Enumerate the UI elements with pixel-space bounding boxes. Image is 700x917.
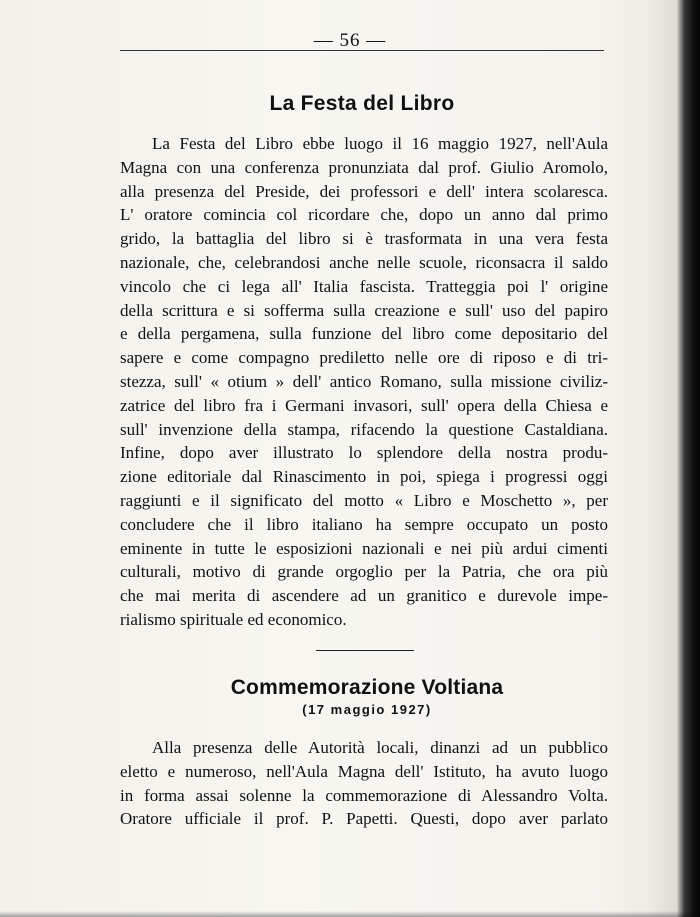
- text-line: stezza, sull' « otium » dell' antico Romano, sulla missione civiliz-: [120, 371, 608, 391]
- text-line: L' oratore comincia col ricordare che, dopo un anno dal primo: [120, 205, 608, 225]
- text-line: Infine, dopo aver illustrato lo splendore della nostra produ-: [120, 443, 608, 463]
- text-line: vincolo che ci lega all' Italia fascista. Tratteggia poi l' origine: [120, 276, 608, 296]
- text-line: rialismo spirituale ed economico.: [120, 609, 347, 629]
- section-title-festa-del-libro: La Festa del Libro: [269, 92, 455, 115]
- page-number: — 56 —: [313, 30, 387, 51]
- text-line: sull' invenzione della stampa, rifacendo la questione Castaldiana.: [120, 419, 608, 439]
- section-title-commemorazione-voltiana: Commemorazione Voltiana: [230, 676, 504, 699]
- text-line: della scrittura e si sofferma sulla creazione e sull' uso del papiro: [120, 300, 608, 320]
- text-line: eletto e numeroso, nell'Aula Magna dell' Istituto, ha avuto luogo: [120, 761, 608, 781]
- text-line: sapere e come compagno prediletto nelle ore di riposo e di tri-: [120, 348, 608, 368]
- binding-edge: [676, 0, 700, 917]
- text-line: e della pergamena, sulla funzione del libro come depositario del: [120, 324, 608, 344]
- text-line: Alla presenza delle Autorità locali, dinanzi ad un pubblico: [152, 738, 608, 757]
- text-line: nazionale, che, celebrandosi anche nelle scuole, riconsacra il saldo: [120, 252, 608, 272]
- header-rule: [120, 50, 604, 51]
- section-subtitle-date: (17 maggio 1927): [302, 702, 432, 717]
- binding-shadow: [646, 0, 676, 917]
- text-line: culturali, motivo di grande orgoglio per la Patria, che ora più: [120, 562, 608, 582]
- text-line: zatrice del libro fra i Germani invasori, sull' opera della Chiesa e: [120, 395, 608, 415]
- text-line: eminente in tutte le esposizioni nazionali e nei più ardui cimenti: [120, 538, 608, 558]
- text-line: che mai merita di ascendere ad un granitico e durevole impe-: [120, 586, 608, 606]
- section-divider: [316, 650, 414, 651]
- text-line: La Festa del Libro ebbe luogo il 16 maggio 1927, nell'Aula: [152, 134, 608, 153]
- text-line: raggiunti e il significato del motto « Libro e Moschetto », per: [120, 490, 608, 510]
- text-line: alla presenza del Preside, dei professori e dell' intera scolaresca.: [120, 181, 608, 201]
- section-2-paragraph: [120, 736, 608, 831]
- text-line: zione editoriale dal Rinascimento in poi, spiega i progressi oggi: [120, 467, 608, 487]
- text-line: concludere che il libro italiano ha sempre occupato un posto: [120, 514, 608, 534]
- text-line: Magna con una conferenza pronunziata dal prof. Giulio Aromolo,: [120, 157, 608, 177]
- section-1-paragraph: [120, 132, 608, 632]
- text-line: in forma assai solenne la commemorazione di Alessandro Volta.: [120, 785, 608, 805]
- text-line: Oratore ufficiale il prof. P. Papetti. Questi, dopo aver parlato: [120, 809, 608, 829]
- text-line: grido, la battaglia del libro si è trasformata in una vera festa: [120, 229, 608, 249]
- bottom-edge: [0, 911, 700, 917]
